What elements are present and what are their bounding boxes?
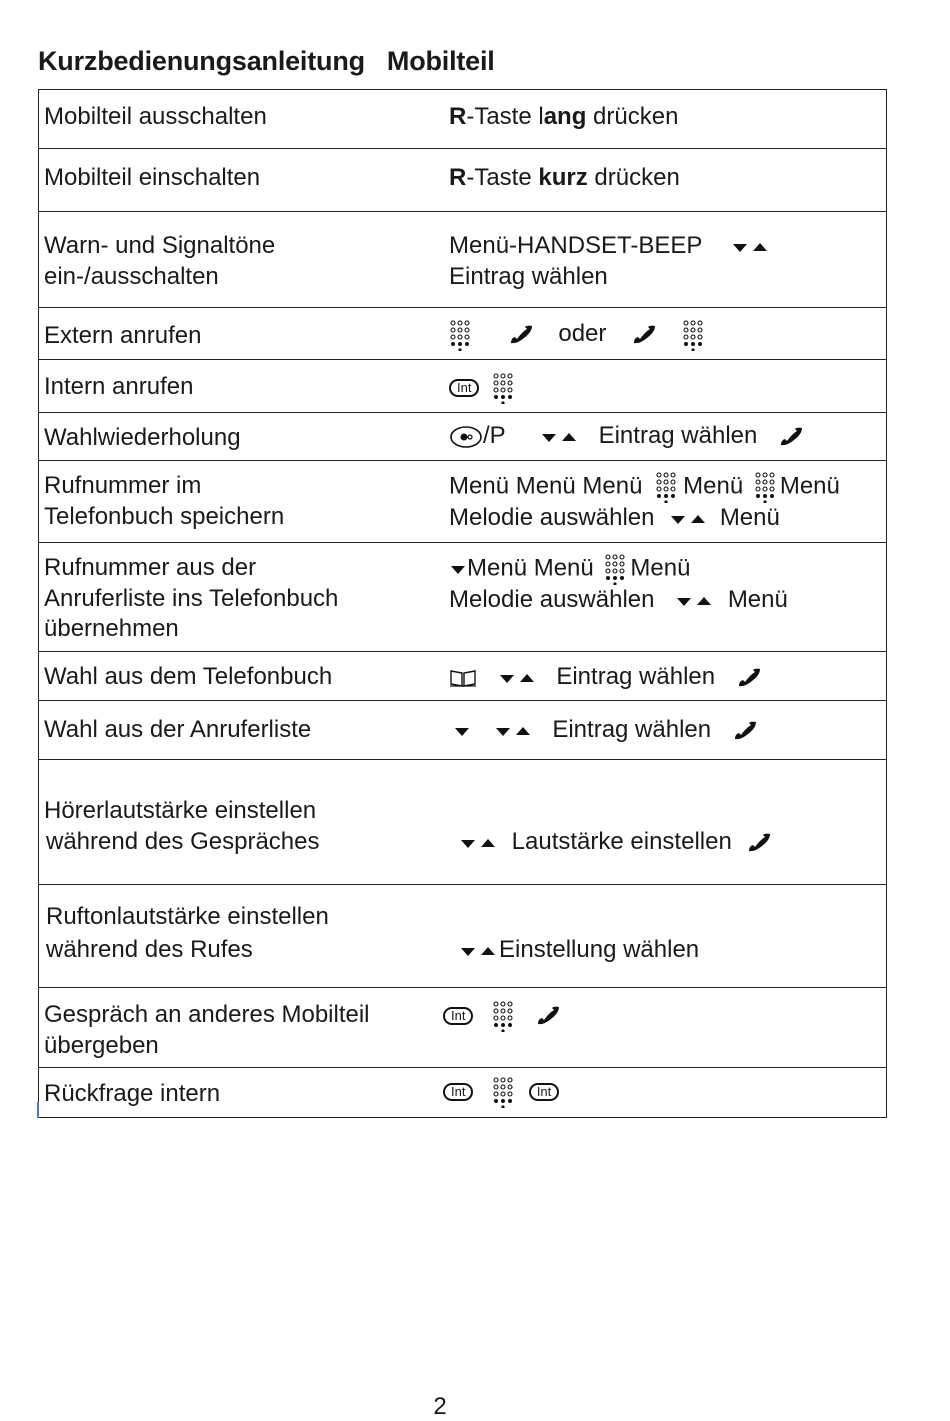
label-line: Warn- und Signaltöne — [44, 232, 276, 259]
title-part-1: Kurzbedienungsanleitung — [38, 46, 365, 76]
row-label — [44, 471, 284, 532]
page-title — [38, 46, 495, 77]
table-row — [39, 885, 886, 988]
table-row — [39, 1068, 886, 1117]
row-action — [449, 372, 514, 404]
arrow-up-icon — [518, 672, 536, 684]
row-action — [449, 163, 680, 194]
menu-text: Menü — [727, 586, 788, 613]
arrow-down-icon — [498, 672, 516, 684]
arrow-down-icon — [669, 513, 687, 525]
action-emphasis: kurz — [538, 164, 588, 191]
margin-mark — [37, 1102, 39, 1118]
row-action — [449, 471, 840, 534]
handset-icon — [746, 832, 772, 854]
table-row — [39, 413, 886, 461]
r-key: R — [449, 103, 467, 130]
arrow-up-icon — [514, 725, 532, 737]
action-text: -Taste l — [466, 103, 544, 130]
arrow-up-icon — [560, 431, 578, 443]
row-label: Wahl aus der Anruferliste — [44, 716, 312, 743]
menu-text: Menü — [719, 504, 780, 531]
int-key-icon: Int — [443, 1083, 473, 1101]
row-label — [44, 231, 275, 292]
row-label: Wahl aus dem Telefonbuch — [44, 663, 333, 690]
int-key-icon: Int — [449, 379, 479, 397]
row-action — [443, 1076, 559, 1108]
table-row — [39, 461, 886, 543]
label-line: Anruferliste ins Telefonbuch — [44, 584, 339, 612]
setting-text: Einstellung wählen — [499, 936, 700, 963]
table-row — [39, 308, 886, 360]
entry-text: Eintrag wählen — [556, 663, 716, 690]
row-label — [44, 1000, 370, 1061]
row-label — [44, 902, 329, 965]
row-action — [449, 553, 788, 616]
row-action — [449, 231, 769, 292]
row-action — [449, 662, 762, 693]
entry-text: Eintrag wählen — [552, 716, 712, 743]
row-action — [449, 935, 699, 966]
quick-reference-table — [38, 89, 887, 1118]
or-text: oder — [558, 320, 607, 348]
volume-text: Lautstärke einstellen — [511, 828, 732, 855]
row-label: Mobilteil ausschalten — [44, 103, 267, 130]
arrow-up-icon — [479, 945, 497, 957]
table-row — [39, 90, 886, 149]
table-row — [39, 652, 886, 701]
label-line: Rufnummer im — [44, 472, 202, 499]
menu-text: Menü Menü Menü — [449, 472, 643, 500]
menu-text: Menü — [779, 472, 840, 500]
phonebook-icon — [449, 668, 477, 688]
row-action — [449, 827, 772, 858]
arrow-up-icon — [695, 595, 713, 607]
page-number: 2 — [433, 1393, 447, 1420]
arrow-down-icon — [459, 837, 477, 849]
arrow-up-icon — [479, 837, 497, 849]
label-line: Telefonbuch speichern — [44, 502, 285, 530]
action-text: drücken — [587, 164, 680, 191]
arrow-down-icon — [459, 945, 477, 957]
row-action — [449, 421, 804, 452]
arrow-down-icon — [731, 241, 749, 253]
row-label: Wahlwiederholung — [44, 424, 241, 451]
arrow-down-icon — [494, 725, 512, 737]
action-emphasis: ang — [543, 103, 587, 130]
arrow-down-icon — [675, 595, 693, 607]
row-label: Intern anrufen — [44, 373, 194, 400]
action-line — [449, 471, 840, 503]
arrow-down-icon — [453, 725, 471, 737]
action-text: -Taste — [466, 164, 539, 191]
melody-text: Melodie auswählen — [449, 586, 655, 613]
entry-text: Eintrag wählen — [598, 422, 758, 449]
action-line: Eintrag wählen — [449, 262, 608, 290]
action-line — [449, 585, 788, 616]
menu-text: Menü — [630, 554, 691, 582]
arrow-up-icon — [751, 241, 769, 253]
label-line: ein-/ausschalten — [44, 262, 219, 290]
label-line: während des Gespräches — [46, 827, 320, 855]
keypad-icon — [492, 372, 514, 404]
row-action — [449, 319, 704, 351]
action-line — [449, 503, 840, 534]
keypad-icon — [682, 319, 704, 351]
row-label: Rückfrage intern — [44, 1080, 221, 1107]
row-action — [449, 715, 758, 746]
arrow-down-icon — [449, 563, 467, 575]
table-row — [39, 543, 886, 652]
table-row — [39, 701, 886, 760]
row-label — [44, 553, 338, 645]
action-line — [449, 553, 788, 585]
handset-icon — [631, 324, 657, 346]
handset-icon — [736, 667, 762, 689]
label-line: Ruftonlautstärke einstellen — [46, 903, 329, 930]
r-key: R — [449, 164, 467, 191]
menu-text: Menü Menü — [467, 554, 594, 582]
keypad-icon — [604, 553, 626, 585]
melody-text: Melodie auswählen — [449, 504, 655, 531]
label-line: übernehmen — [44, 615, 179, 642]
keypad-icon — [492, 1000, 514, 1032]
row-action — [443, 1000, 561, 1032]
row-label: Mobilteil einschalten — [44, 164, 261, 191]
int-key-icon: Int — [529, 1083, 559, 1101]
title-part-2: Mobilteil — [386, 46, 495, 76]
keypad-icon — [449, 319, 471, 351]
int-key-icon: Int — [443, 1007, 473, 1025]
table-row — [39, 149, 886, 212]
table-row — [39, 360, 886, 413]
keypad-icon — [754, 471, 776, 503]
redial-icon — [449, 425, 483, 449]
action-line — [449, 231, 769, 262]
action-text: drücken — [586, 103, 679, 130]
table-row — [39, 760, 886, 885]
handset-icon — [732, 720, 758, 742]
keypad-icon — [655, 471, 677, 503]
p-text: /P — [483, 422, 506, 449]
row-action — [449, 102, 678, 133]
action-text: Menü-HANDSET-BEEP — [449, 232, 702, 259]
arrow-down-icon — [540, 431, 558, 443]
label-line: übergeben — [44, 1031, 159, 1059]
row-label — [44, 796, 320, 857]
handset-icon — [535, 1005, 561, 1027]
row-label: Extern anrufen — [44, 322, 202, 349]
arrow-up-icon — [689, 513, 707, 525]
table-row — [39, 988, 886, 1068]
handset-icon — [778, 426, 804, 448]
label-line: Rufnummer aus der — [44, 554, 257, 581]
label-line: Gespräch an anderes Mobilteil — [44, 1001, 370, 1028]
handset-icon — [508, 324, 534, 346]
table-row — [39, 212, 886, 308]
label-line: Hörerlautstärke einstellen — [44, 797, 317, 824]
keypad-icon — [492, 1076, 514, 1108]
menu-text: Menü — [683, 472, 744, 500]
label-line: während des Rufes — [46, 935, 253, 963]
